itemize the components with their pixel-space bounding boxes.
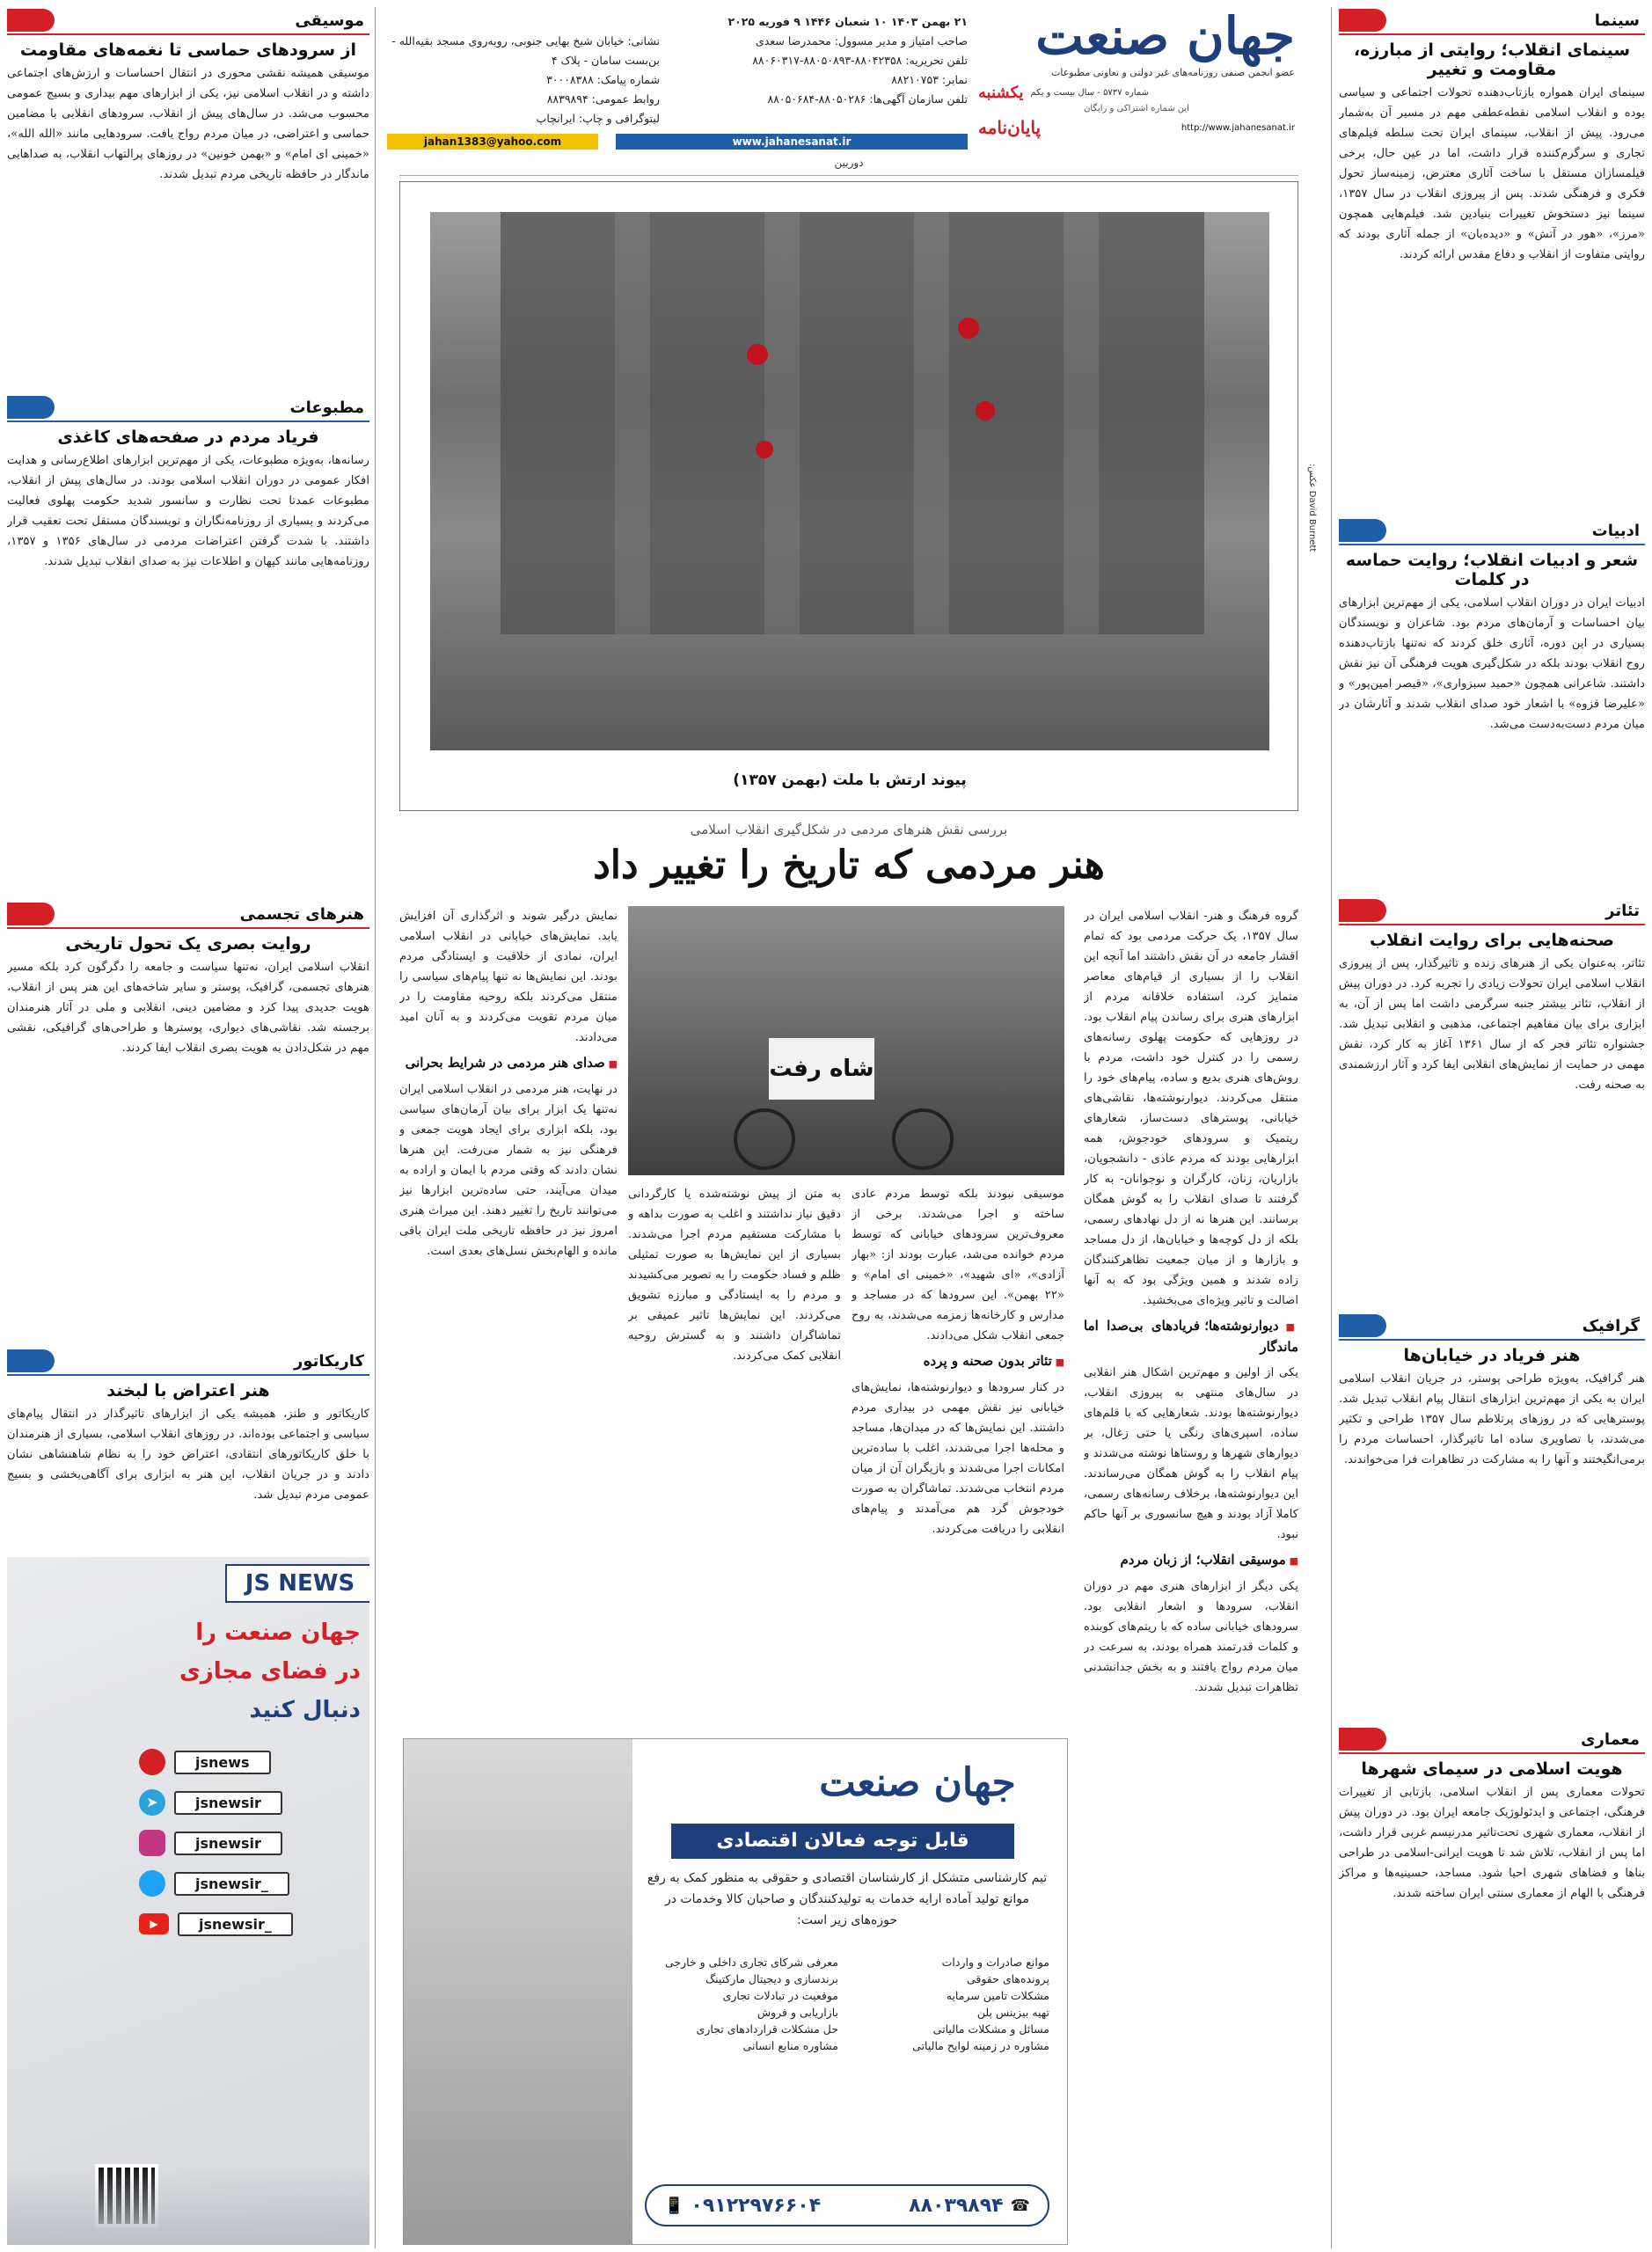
main-col4-sub: ■ صدای هنر مردمی در شرایط بحرانی [399, 1053, 618, 1074]
section-tag-swatch [1339, 519, 1386, 542]
right_col-section [1339, 897, 1645, 1305]
url-bar[interactable] [616, 134, 968, 150]
section-tag-swatch [1339, 899, 1386, 922]
protest-sign [769, 1038, 874, 1100]
section-tag [1339, 1726, 1645, 1754]
section-body: انقلاب اسلامی ایران، نه‌تنها سیاست و جامعه را دگرگون کرد بلکه مسیر هنرهای تجسمی، گرافیک، پوستر و سایر شاخه‌های این هنر پس از انقلاب، هویت جدیدی پیدا کرد و مضامین دینی، انقلابی و ملی در آثار هنرمندان برجسته شد. نقاشی‌های دیواری، پوسترها و طراحی‌های گرافیکی، نقشی مهم در شکل‌دادن به هویت بصری انقلاب ایفا کردند. [7, 961, 369, 1055]
section-tag-swatch [7, 9, 55, 32]
right_col-section [1339, 1312, 1645, 1719]
youtube-icon: ▶ [139, 1913, 169, 1934]
main-col2-sub: ■ تئاتر بدون صحنه و پرده [852, 1351, 1064, 1372]
masthead [380, 7, 1295, 146]
section-body: تئاتر، به‌عنوان یکی از هنرهای زنده و تاثیرگذار، پس از پیروزی انقلاب اسلامی ایران تحولات زیادی را تجربه کرد. در دوران پیش از انقلاب، تئاتر بیشتر جنبه سرگرمی داشت اما پس از آن، به ابزاری برای بیان مفاهیم اجتماعی، مذهبی و انقلابی تبدیل شد. جشنواره تئاتر فجر که از سال ۱۳۶۱ آغاز به کار کرد، نقش مهمی در حمایت از نمایش‌های انقلابی ایفا کرد و آثار ارزشمندی به صحنه رفت. [1339, 957, 1645, 1092]
section-body: کاریکاتور و طنز، همیشه یکی از ابزارهای تاثیرگذار در انتقال پیام‌های سیاسی و اجتماعی بوده‌اند. در روزهای انقلاب اسلامی، بسیاری از هنرمندان با خلق کاریکاتورهای انتقادی، اعتراض خود را به نظام شاهنشاهی نشان دادند و در جریان انقلاب، این هنر به ابزاری برای آگاهی‌بخشی و بسیج عمومی مردم تبدیل شد. [7, 1408, 369, 1502]
mobile-icon: 📱 [664, 2196, 684, 2215]
flower-4 [756, 441, 773, 458]
section-headline: فریاد مردم در صفحه‌های کاغذی [57, 428, 319, 447]
section-tag-swatch [1339, 1314, 1386, 1337]
main-col2-text: موسیقی نبودند بلکه توسط مردم عادی ساخته و اجرا می‌شدند. برخی از معروف‌ترین سرودهای خیابانی که توسط مردم خوانده می‌شد، عبارت بودند از: «بهار آزادی»، «ای شهید»، «خمینی ای امام» و «۲۲ بهمن». این سرودها که در مساجد و مدارس و کارخانه‌ها زمزمه می‌شدند، به روح جمعی انقلاب شکل می‌دادند. [852, 1188, 1064, 1342]
flower-1 [958, 318, 979, 339]
social-row-whatsapp[interactable] [139, 1742, 350, 1782]
section-tag [7, 1348, 369, 1376]
sms-number: شماره پیامک: ۳۰۰۰۸۳۸۸ [546, 73, 660, 86]
ad-service: حل مشکلات قراردادهای تجاری [696, 2022, 838, 2036]
masthead-note: این شماره اشتراکی و رایگان [1084, 104, 1189, 113]
section-headline: سینمای انقلاب؛ روایتی از مبارزه، مقاومت و تغییر [1353, 40, 1631, 79]
ad-service: بازاریابی و فروش [757, 2006, 838, 2019]
date-line: ۲۱ بهمن ۱۴۰۳ ۱۰ شعبان ۱۴۴۶ ۹ فوریه ۲۰۲۵ [727, 15, 968, 28]
section-tag [1339, 897, 1645, 925]
ad-service: مشاوره در زمینه لوایح مالیاتی [912, 2039, 1049, 2052]
soldier-silhouettes [501, 212, 1204, 634]
email-bar[interactable] [387, 134, 598, 150]
section-tag [1339, 517, 1645, 545]
section-tag-label: معماری [1581, 1729, 1640, 1749]
main-col4-text2: در نهایت، هنر مردمی در انقلاب اسلامی ایران نه‌تنها یک ابزار برای بیان آرمان‌های سیاسی بود، بلکه ابزاری برای ایجاد هویت جمعی و فرهنگی نیز به شمار می‌رفت. این هنرها نشان دادند که وقتی مردم با ایمان و اراده به میدان می‌آیند، حتی ساده‌ترین ابزارها نیز می‌توانند تاریخ را تغییر دهند. این میراث هنری امروز نیز در حافظه تاریخی ملت ایران باقی مانده و الهام‌بخش نسل‌های بعدی است. [399, 1083, 618, 1258]
section-tag [7, 394, 369, 422]
ad-service: برندسازی و دیجیتال مارکتینگ [705, 1972, 838, 1985]
social-handle: jsnewsir [174, 1791, 282, 1815]
section-tag-label: سینما [1594, 11, 1640, 30]
ad-phone-mobile[interactable]: ۰۹۱۲۲۹۷۶۶۰۴ [691, 2194, 822, 2217]
photo-credit: David Burnett عکس: [1307, 463, 1317, 552]
section-tag-label: گرافیک [1582, 1316, 1640, 1335]
ad-service: معرفی شرکای تجاری داخلی و خارجی [664, 1956, 838, 1969]
masthead-website-small[interactable]: http://www.jahanesanat.ir [1181, 122, 1295, 133]
website: www.jahanesanat.ir [732, 135, 852, 148]
ad-service: مشاوره منابع انسانی [742, 2039, 838, 2052]
section-headline: هویت اسلامی در سیمای شهرها [1361, 1759, 1623, 1779]
right_col-section [1339, 517, 1645, 890]
section-headline: هنر فریاد در خیابان‌ها [1403, 1346, 1581, 1365]
ad-services [645, 1956, 1049, 2052]
ad-body: تیم کارشناسی متشکل از کارشناسان اقتصادی و حقوقی به منظور کمک به رفع موانع تولید آماده ارایه خدمات به تولیدکنندگان و صاحبان کالا وخدمات در حوزه‌های زیر است: [647, 1871, 1048, 1927]
instagram-icon [139, 1830, 165, 1856]
jsnews-title: JS NEWS [245, 1570, 355, 1597]
social-handle: jsnewsir_ [174, 1872, 289, 1896]
social-handle: jsnewsir_ [178, 1912, 293, 1936]
fax: نمابر: ۸۸۲۱۰۷۵۳ [891, 73, 968, 86]
page-label: پایان‌نامه [978, 117, 1042, 138]
left_col-section [7, 7, 369, 387]
masthead-info [387, 12, 968, 135]
ad-service: تهیه بیزینس پلن [976, 2006, 1049, 2019]
left-column-divider [375, 7, 376, 2248]
ad-photo [404, 1739, 632, 2245]
main-title: هنر مردمی که تاریخ را تغییر داد [593, 843, 1105, 888]
social-row-telegram[interactable] [139, 1782, 350, 1823]
jsnews-slogan-3: دنبال کنید [249, 1697, 361, 1723]
social-row-instagram[interactable] [139, 1823, 350, 1863]
right_col-section [1339, 1726, 1645, 2215]
section-tag-swatch [7, 396, 55, 419]
bale-icon [139, 1749, 165, 1775]
main-col1-sub2: ■ موسیقی انقلاب؛ از زبان مردم [1084, 1550, 1298, 1571]
weekday-badge: یکشنبه [978, 84, 1024, 102]
section-tag-label: تئاتر [1605, 901, 1640, 920]
main-photo [628, 906, 1064, 1175]
masthead-tagline: عضو انجمن صنفی روزنامه‌های غیر دولتی و تعاونی مطبوعات [1051, 67, 1295, 78]
twitter-icon [139, 1870, 165, 1897]
section-tag [7, 7, 369, 35]
social-row-twitter[interactable] [139, 1863, 350, 1904]
ad-service: پرونده‌های حقوقی [966, 1972, 1049, 1985]
main-col-2 [852, 1184, 1064, 1729]
jsnews-slogan-2: در فضای مجازی [179, 1658, 361, 1685]
section-body: سینمای ایران همواره بازتاب‌دهنده تحولات اجتماعی و سیاسی بوده و انقلاب اسلامی نقطه‌عطفی مهم در مسیر آن به‌شمار می‌رود. پیش از انقلاب، سینمای ایران تحت سلطه فیلم‌های تجاری و سرگرم‌کننده قرار داشت، اما در عین حال، برخی فیلمسازان مستقل با ساخت آثاری معترض، زمینه‌ساز تحول فکری و فرهنگی شدند. پس از پیروزی انقلاب در سال ۱۳۵۷، سینما نیز دستخوش تغییرات بنیادین شد. فیلم‌هایی همچون «مرز»، «هور در آتش» و «دیده‌بان» از جمله آثاری بودند که روایتی متفاوت از انقلاب و دفاع مقدس ارائه کردند. [1339, 86, 1645, 261]
ad-headline: قابل توجه فعالان اقتصادی [671, 1824, 1014, 1859]
bicycle-wheel [892, 1108, 954, 1170]
section-tag-label: موسیقی [295, 11, 364, 30]
section-body: موسیقی همیشه نقشی محوری در انتقال احساسات و ارزش‌های اجتماعی داشته و در انقلاب اسلامی نیز، یکی از ابزارهای مهم بیداری و بسیج عمومی محسوب می‌شد. در سال‌های پیش از انقلاب، سرودهای انقلابی با مضامین حماسی و اعتراضی، در میان مردم رواج یافت. سرودهایی مانند «الله الله»، «خمینی ای امام» و «بهمن خونین» در روزهای پرالتهاب انقلاب، به صداهایی ماندگار در حافظه تاریخی مردم تبدیل شدند. [7, 67, 369, 181]
phone-editorial: تلفن تحریریه: ۸۸۰۴۲۳۵۸-۸۸۰۵۰۸۹۳-۸۸۰۶۰۳۱۷ [752, 54, 968, 67]
masthead-logo-block [978, 7, 1295, 139]
main-col3-text: به متن از پیش نوشته‌شده یا کارگردانی دقیق نیاز نداشتند و اغلب به صورت بداهه و با مشارکت مستقیم مردم اجرا می‌شدند. بسیاری از این نمایش‌ها به صورت تمثیلی ظلم و فساد حکومت را به تصویر می‌کشیدند و مردم را به ایستادگی و مبارزه تشویق می‌کردند. این نمایش‌ها تاثیر عمیقی بر تماشاگران داشتند و به گسترش روحیه انقلابی کمک می‌کردند. [628, 1188, 841, 1363]
section-headline: از سرودهای حماسی تا نغمه‌های مقاومت [19, 40, 357, 60]
ad-service: موقعیت در تبادلات تجاری [722, 1989, 838, 2002]
section-tag-label: مطبوعات [289, 398, 364, 417]
section-body: هنر گرافیک، به‌ویژه طراحی پوستر، در جریان انقلاب اسلامی ایران به یکی از مهم‌ترین ابزارهای انتقال پیام انقلاب تبدیل شد. پوسترهایی که در روزهای پرتلاطم سال ۱۳۵۷ طراحی و تکثیر می‌شدند، با تصاویری ساده اما تاثیرگذار، احساسات مردم را برمی‌انگیختند و آنها را به مشارکت در تظاهرات فرا می‌خواندند. [1339, 1372, 1645, 1466]
left_col-section [7, 1348, 369, 1529]
camera-label: دوربین [399, 157, 1298, 176]
email: jahan1383@yahoo.com [423, 135, 562, 148]
section-body: رسانه‌ها، به‌ویژه مطبوعات، یکی از مهم‌ترین ابزارهای اطلاع‌رسانی و هدایت افکار عمومی در دوران انقلاب اسلامی بودند. در سال‌های پیش از انقلاب، مطبوعات عمدتا تحت نظارت و سانسور شدید حکومت پهلوی فعالیت می‌کردند و بسیاری از روزنامه‌نگاران و نویسندگان مستقل تحت تعقیب قرار داشتند. با شدت گرفتن اعتراضات مردمی در سال‌های ۱۳۵۶ و ۱۳۵۷، روزنامه‌هایی مانند کیهان و اطلاعات نیز به صدای انقلاب تبدیل شدند. [7, 454, 369, 568]
social-row-youtube[interactable] [139, 1904, 350, 1944]
public-relations: روابط عمومی: ۸۸۳۹۸۹۴ [546, 92, 660, 106]
top-photo-frame [399, 181, 1317, 811]
section-tag [1339, 1312, 1645, 1341]
right-column [1339, 7, 1645, 2248]
main-col-3 [628, 1184, 841, 1729]
section-tag-swatch [7, 1349, 55, 1372]
publisher: صاحب امتیاز و مدیر مسوول: محمدرضا سعدی [756, 34, 968, 48]
left_col-section [7, 394, 369, 894]
social-handles [139, 1742, 350, 1944]
ad-phone-office[interactable]: ۸۸۰۳۹۸۹۴ [909, 2194, 1004, 2217]
section-tag [1339, 7, 1645, 35]
section-tag-swatch [7, 903, 55, 925]
bicycle-wheel [734, 1108, 795, 1170]
ad-service: موانع صادرات و واردات [941, 1956, 1049, 1969]
main-col1-text2: یکی از اولین و مهم‌ترین اشکال هنر انقلابی در سال‌های منتهی به پیروزی انقلاب، دیوارنوشته‌ها بودند. شعارهایی که با قلم‌های ساده، اسپری‌های رنگی یا حتی زغال، بر دیوارهای شهرها و روستاها نوشته می‌شدند و پیام انقلاب را به گوش همگان می‌رساندند. این دیوارنوشته‌ها، برخلاف رسانه‌های رسمی، کاملا آزاد بودند و هیچ سانسوری بر آنها حاکم نبود. [1084, 1366, 1298, 1541]
section-tag-swatch [1339, 9, 1386, 32]
ad-logo: جهان صنعت [819, 1760, 1016, 1805]
telegram-icon: ➤ [139, 1789, 165, 1816]
protest-sign-text: شاه رفت [769, 1056, 874, 1082]
social-handle: jsnewsir [174, 1832, 282, 1855]
ad-box [403, 1738, 1068, 2245]
section-headline: صحنه‌هایی برای روایت انقلاب [1369, 931, 1615, 950]
masthead-issue: شماره ۵۷۳۷ - سال بیست و یکم [1030, 88, 1150, 98]
section-tag-label: کاریکاتور [294, 1351, 364, 1371]
flower-2 [747, 344, 768, 365]
ad-service: مشکلات تامین سرمایه [946, 1989, 1049, 2002]
right-column-divider [1331, 7, 1332, 2248]
top-photo-caption: پیوند ارتش با ملت (بهمن ۱۳۵۷) [733, 771, 967, 789]
section-body: تحولات معماری پس از انقلاب اسلامی، بازتابی از تغییرات فرهنگی، اجتماعی و ایدئولوژیک جامعه ایران بود. در دوران پیش از انقلاب، معماری شهری تحت‌تاثیر مدرنیسم غربی قرار داشت، اما پس از انقلاب، تلاش شد تا هویت ایرانی-اسلامی در طراحی بناها و فضاهای شهری احیا شود. مساجد، حسینیه‌ها و مراکز فرهنگی با الهام از معماری سنتی ایران ساخته شدند. [1339, 1786, 1645, 1900]
main-col-1 [1084, 906, 1298, 2243]
section-tag-swatch [1339, 1728, 1386, 1751]
main-col1-sub1: ■ دیوارنوشته‌ها؛ فریادهای بی‌صدا اما ماندگار [1084, 1316, 1298, 1357]
ad-service: مسائل و مشکلات مالیاتی [932, 2022, 1049, 2036]
jsnews-slogan-1: جهان صنعت را [195, 1620, 361, 1646]
main-col2-text2: در کنار سرودها و دیوارنوشته‌ها، نمایش‌های خیابانی نیز نقش مهمی در بیداری مردم داشتند. این نمایش‌ها که در میدان‌ها، مساجد و محله‌ها اجرا می‌شدند، اغلب با ساده‌ترین امکانات اجرا می‌شدند و بازیگران آن از میان مردم انتخاب می‌شدند. تماشاگران به صورت خودجوش گرد هم می‌آمدند و پیام‌های انقلابی را دریافت می‌کردند. [852, 1381, 1064, 1536]
jsnews-title-badge [225, 1564, 369, 1603]
phone-icon: ☎ [1010, 2196, 1030, 2215]
section-tag-label: هنرهای تجسمی [239, 904, 364, 924]
main-kicker: بررسی نقش هنرهای مردمی در شکل‌گیری انقلاب اسلامی [690, 822, 1008, 837]
main-col1-lead: گروه فرهنگ و هنر- انقلاب اسلامی ایران در سال ۱۳۵۷، یک حرکت مردمی بود که تمام اقشار جامعه در آن نقش داشتند اما آنچه این انقلاب را از بسیاری از قیام‌های معاصر متمایز کرد، استفاده خلاقانه مردم از ابزارهای هنری برای رساندن پیام انقلاب بود. در روزهایی که حکومت پهلوی رسانه‌های رسمی را در کنترل خود داشت، مردم با روش‌های هنری بدیع و ساده، پیام‌های خود را منتقل می‌کردند. دیوارنوشته‌ها، نقاشی‌های خیابانی، پوسترهای دست‌ساز، شعارهای ریتمیک و سرودهای خودجوش، همه ابزارهایی بودند که مردم عادی - دانشجویان، بازاریان، زنان، کارگران و نوجوانان- به کار گرفتند تا صدای انقلاب را به گوش همگان برسانند. این هنرها نه از دل نهادهای رسمی، بلکه از دل کوچه‌ها و خیابان‌ها، از دل مساجد و بازارها و از میان جمعیت تظاهرکنندگان زاده شدند و همین ویژگی بود که به آنها اصالت و تاثیر ویژه‌ای می‌بخشید. [1084, 910, 1298, 1307]
section-tag-label: ادبیات [1591, 521, 1640, 540]
section-headline: هنر اعتراض با لبخند [106, 1381, 270, 1400]
section-body: ادبیات ایران در دوران انقلاب اسلامی، یکی از مهم‌ترین ابزارهای بیان احساسات و آرمان‌های مردم بود. شاعران و نویسندگان بسیاری در این دوره، آثاری خلق کردند که نه‌تنها بازتاب‌دهنده روح انقلاب بودند بلکه در شکل‌گیری هویت فرهنگی آن نیز نقش داشتند. شاعرانی همچون «حمید سبزواری»، «قیصر امین‌پور» و «علیرضا قزوه» با اشعار خود صدای انقلاب شدند و آثارشان در میان مردم دست‌به‌دست می‌شد. [1339, 596, 1645, 731]
social-handle: jsnews [174, 1751, 271, 1774]
left_col-section [7, 901, 369, 1341]
main-col1-text3: یکی دیگر از ابزارهای هنری مهم در دوران انقلاب، سرودها و اشعار انقلابی بود. سرودهای خیابانی ساده که با ریتم‌های کوبنده و کلمات قدرتمند همراه بودند، به سرعت در میان مردم رواج یافتند و به بخش جدانشدنی تظاهرات تبدیل شدند. [1084, 1580, 1298, 1694]
right_col-section [1339, 7, 1645, 510]
main-col4-text: نمایش درگیر شوند و اثرگذاری آن افزایش یابد. نمایش‌های خیابانی در انقلاب اسلامی ایران، نمادی از خلاقیت و ایستادگی مردم بودند. این نمایش‌ها نه تنها پیام‌های سیاسی را منتقل می‌کردند بلکه روحیه مقاومت را در میان مردم تقویت می‌کردند و به آنان امید می‌دادند. [399, 910, 618, 1044]
top-photo [430, 212, 1269, 750]
phone-ads: تلفن سازمان آگهی‌ها: ۸۸۰۵۰۲۸۶-۸۸۰۵۰۶۸۴ [767, 92, 968, 106]
printing: لیتوگرافی و چاپ: ایرانچاپ [536, 112, 660, 125]
skyline-decoration [7, 2166, 369, 2245]
section-headline: روایت بصری یک تحول تاریخی [65, 934, 311, 954]
left-column [7, 7, 369, 1538]
address: نشانی: خیابان شیخ بهایی جنوبی، روبه‌روی مسجد بقیه‌الله - بن‌بست سامان - پلاک ۴ [391, 34, 660, 67]
main-col-4 [399, 906, 618, 1729]
contact-bar [387, 134, 968, 150]
masthead-logo: جهان صنعت [1035, 6, 1295, 66]
flower-3 [976, 401, 995, 420]
jsnews-box [7, 1557, 369, 2245]
section-headline: شعر و ادبیات انقلاب؛ روایت حماسه در کلمات [1345, 551, 1639, 589]
ad-phones [645, 2184, 1049, 2226]
jsnews-slogan [150, 1613, 361, 1729]
section-tag [7, 901, 369, 929]
